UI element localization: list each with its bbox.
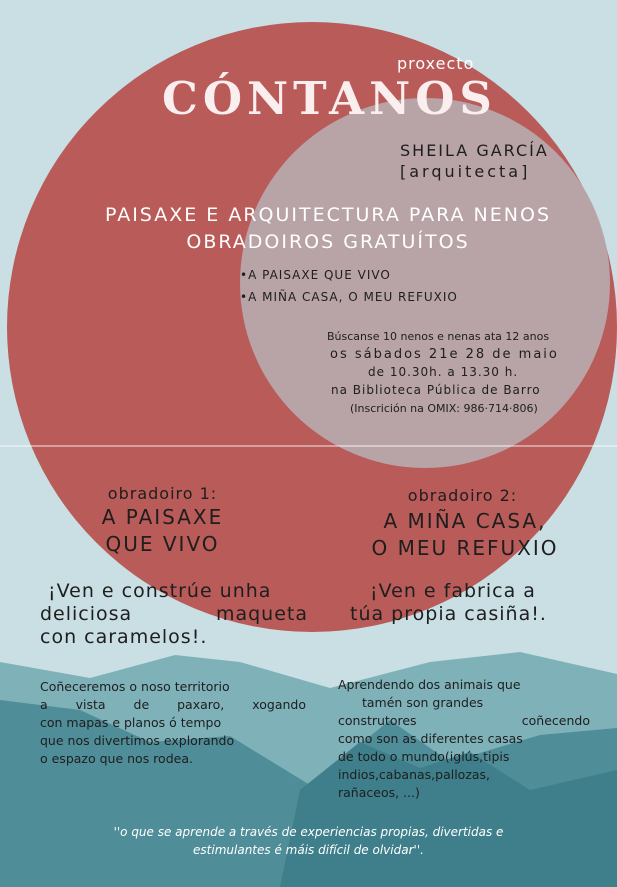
details-registration: (Inscrición na OMIX: 986·714·806): [350, 402, 538, 415]
quote-line-2: estimulantes é máis difícil de olvidar''.: [193, 843, 424, 857]
workshop-2-desc-line-5: de todo o mundo(iglús,tipis: [338, 749, 510, 764]
intro-line-1: PAISAXE E ARQUITECTURA PARA NENOS: [104, 204, 552, 226]
workshop-1-pitch-line-1: ¡Ven e constrúe unha: [48, 580, 272, 602]
workshop-1-title-line-2: QUE VIVO: [105, 532, 220, 556]
bullet-workshop-2: •A MIÑA CASA, O MEU REFUXIO: [240, 290, 458, 304]
workshop-2-desc-line-7: rañaceos, ...): [338, 785, 420, 800]
workshop-2-desc-line-1: Aprendendo dos animais que: [338, 677, 521, 692]
workshop-1-desc-line-1: Coñeceremos o noso territorio: [40, 679, 230, 694]
workshop-1-desc-line-4: que nos divertimos explorando: [40, 733, 235, 748]
details-time: de 10.30h. a 13.30 h.: [368, 365, 519, 379]
workshop-1-title-line-1: A PAISAXE: [101, 505, 224, 529]
workshop-2-pitch-line-2: túa propia casiña!.: [350, 603, 547, 625]
workshop-2-desc-line-3: construtores coñecendo: [338, 713, 590, 728]
workshop-2-desc-line-6: indios,cabanas,pallozas,: [338, 767, 491, 782]
workshop-1-pitch-line-3: con caramelos!.: [40, 626, 208, 648]
bullet-workshop-1: •A PAISAXE QUE VIVO: [240, 268, 391, 282]
workshop-1-pitch-line-2: deliciosa maqueta: [40, 603, 308, 625]
workshop-1-desc-line-2: a vista de paxaro, xogando: [40, 697, 306, 712]
details-dates: os sábados 21e 28 de maio: [330, 347, 559, 362]
workshop-2-label: obradoiro 2:: [407, 486, 518, 505]
project-kicker: proxecto: [397, 54, 475, 73]
author-name: SHEILA GARCÍA: [400, 141, 549, 160]
workshop-2-title-line-2: O MEU REFUXIO: [371, 536, 559, 560]
author-role: [arquitecta]: [400, 162, 531, 181]
intro-line-2: OBRADOIROS GRATUÍTOS: [186, 231, 470, 253]
project-title: CÓNTANOS: [162, 72, 497, 125]
workshop-1-label: obradoiro 1:: [107, 484, 218, 503]
details-participants: Búscanse 10 nenos e nenas ata 12 anos: [327, 330, 550, 343]
workshop-2-title-line-1: A MIÑA CASA,: [383, 509, 547, 533]
workshop-2-desc-line-2: tamén son grandes: [362, 695, 484, 710]
workshop-1-desc-line-5: o espazo que nos rodea.: [40, 751, 193, 766]
workshop-2-desc-line-4: como son as diferentes casas: [338, 731, 523, 746]
details-venue: na Biblioteca Pública de Barro: [331, 383, 541, 397]
quote-line-1: ''o que se aprende a través de experiencias propias, divertidas e: [113, 825, 504, 839]
workshop-1-desc-line-3: con mapas e planos ó tempo: [40, 715, 222, 730]
workshop-2-pitch-line-1: ¡Ven e fabrica a: [370, 580, 536, 602]
